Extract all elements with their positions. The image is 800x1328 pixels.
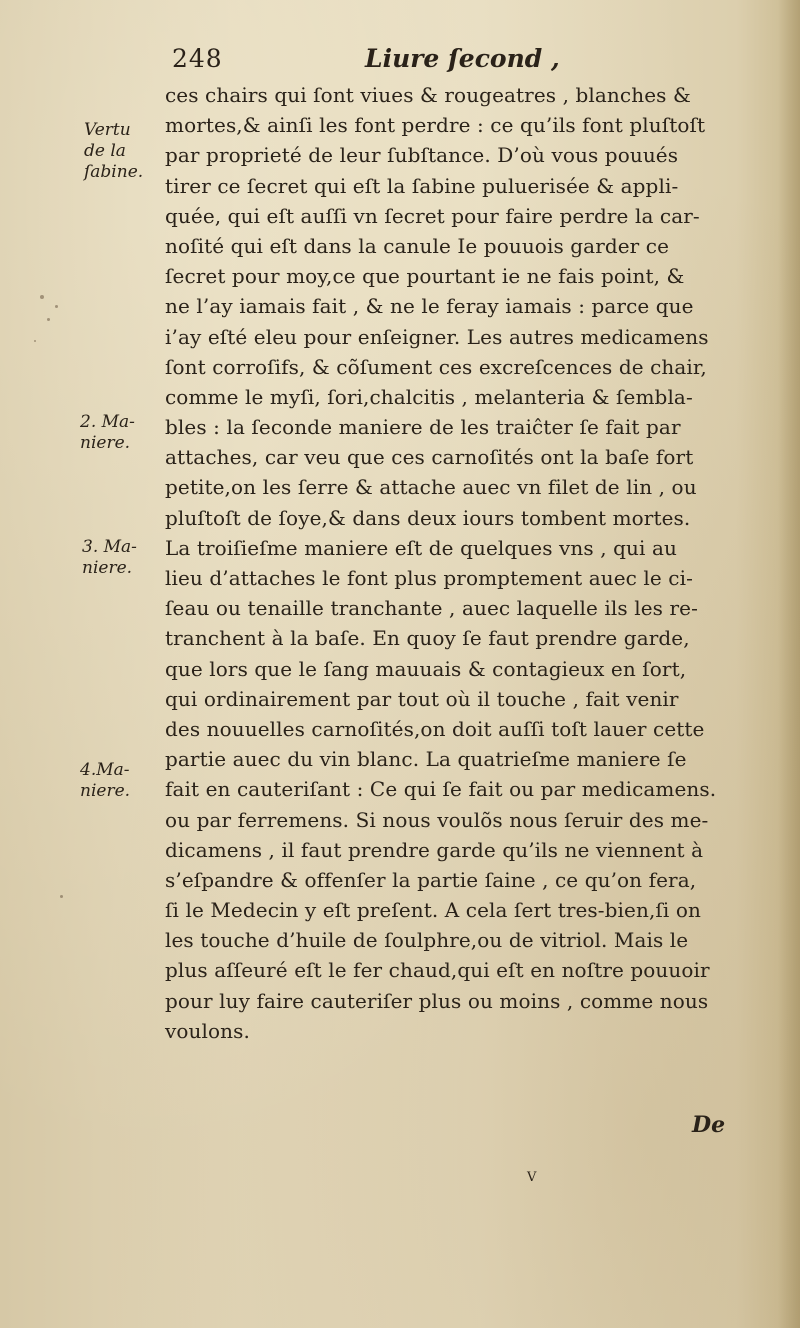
margin-note-maniere-3 [82,537,137,579]
signature-mark: V [527,1170,537,1185]
text-line: La troiſieſme maniere eſt de quelques vns , qui au [165,535,677,560]
text-line: que lors que le ſang mauuais & contagieux en ſort, [165,656,687,681]
text-line: ou par ferremens. Si nous voulõs nous ſeruir des me- [165,807,709,832]
margin-note-maniere-2 [80,412,135,454]
text-line: lieu d’attaches le font plus promptement auec le ci- [165,566,693,590]
margin-note-maniere-4 [80,760,130,802]
text-line: noſité qui eſt dans la canule Ie pouuois garder ce [165,233,670,258]
ink-speck [55,305,58,308]
text-line: quée, qui eſt auſſi vn ſecret pour faire perdre la car- [165,203,700,228]
text-line: ſeau ou tenaille tranchante , auec laquelle ils les re- [165,596,698,621]
margin-note-line: niere. [80,781,131,801]
text-line: petite,on les ſerre & attache auec vn filet de lin , ou [165,475,697,500]
text-line: ſi le Medecin y eſt preſent. A cela ſert tres-bien,ſi on [165,898,702,923]
text-line: i’ay eſté eleu pour enſeigner. Les autres medicamens [165,324,709,349]
margin-note-line: 2. Ma- [80,412,135,432]
running-title: Liure ſecond , [365,44,560,73]
text-line: qui ordinairement par tout où il touche , fait venir [165,686,679,711]
text-line: ſecret pour moy,ce que pourtant ie ne fais point, & [165,264,685,289]
ink-speck [34,340,36,342]
margin-note-vertu-sabine [84,120,143,183]
ink-speck [40,295,44,299]
text-line: partie auec du vin blanc. La quatrieſme maniere ſe [165,747,687,772]
margin-note-line: de la [84,141,126,161]
margin-note-line: Vertu [84,120,131,140]
text-line: mortes,& ainſi les font perdre : ce qu’ils font pluſtoſt [165,113,706,138]
ink-speck [47,318,50,321]
ink-speck [60,895,63,898]
body-text [165,80,765,1046]
text-line: tranchent à la baſe. En quoy ſe faut prendre garde, [165,626,690,651]
text-line: par proprieté de leur ſubſtance. D’où vous pouués [165,143,679,168]
text-line: tirer ce ſecret qui eſt la ſabine puluerisée & appli- [165,173,679,198]
text-line: bles : la ſeconde maniere de les traiĉter ſe fait par [165,415,681,440]
text-line: ces chairs qui ſont viues & rougeatres , blanches & [165,83,691,107]
text-line: pour luy faire cauteriſer plus ou moins , comme nous [165,988,709,1013]
margin-note-line: 3. Ma- [82,537,137,557]
catchword: De [692,1112,726,1138]
text-line: comme le myſi, ſori,chalcitis , melanteria & ſembla- [165,384,693,409]
page-edge-shadow [778,0,800,1328]
margin-note-line: ſabine. [84,162,144,182]
text-line: plus aſſeuré eſt le fer chaud,qui eſt en noſtre pouuoir [165,958,710,983]
margin-note-line: 4.Ma- [80,760,130,780]
text-line: des nouuelles carnoſités,on doit auſſi toſt lauer cette [165,716,705,741]
text-line: ne l’ay iamais fait , & ne le feray iamais : parce que [165,294,694,319]
text-line: ſont corroſifs, & cõſument ces excreſcences de chair, [165,354,707,379]
text-line: les touche d’huile de ſoulphre,ou de vitriol. Mais le [165,928,689,953]
text-line: dicamens , il faut prendre garde qu’ils ne viennent à [165,837,704,862]
text-line: s’eſpandre & offenſer la partie ſaine , ce qu’on fera, [165,867,697,892]
text-line: pluſtoſt de ſoye,& dans deux iours tombent mortes. [165,505,691,530]
text-line: fait en cauteriſant : Ce qui ſe fait ou par medicamens. [165,777,717,802]
margin-note-line: niere. [82,558,133,578]
margin-note-line: niere. [80,433,131,453]
text-line: voulons. [165,1018,250,1043]
text-line: attaches, car veu que ces carnoſités ont la baſe fort [165,445,694,470]
page-number: 248 [172,44,223,73]
